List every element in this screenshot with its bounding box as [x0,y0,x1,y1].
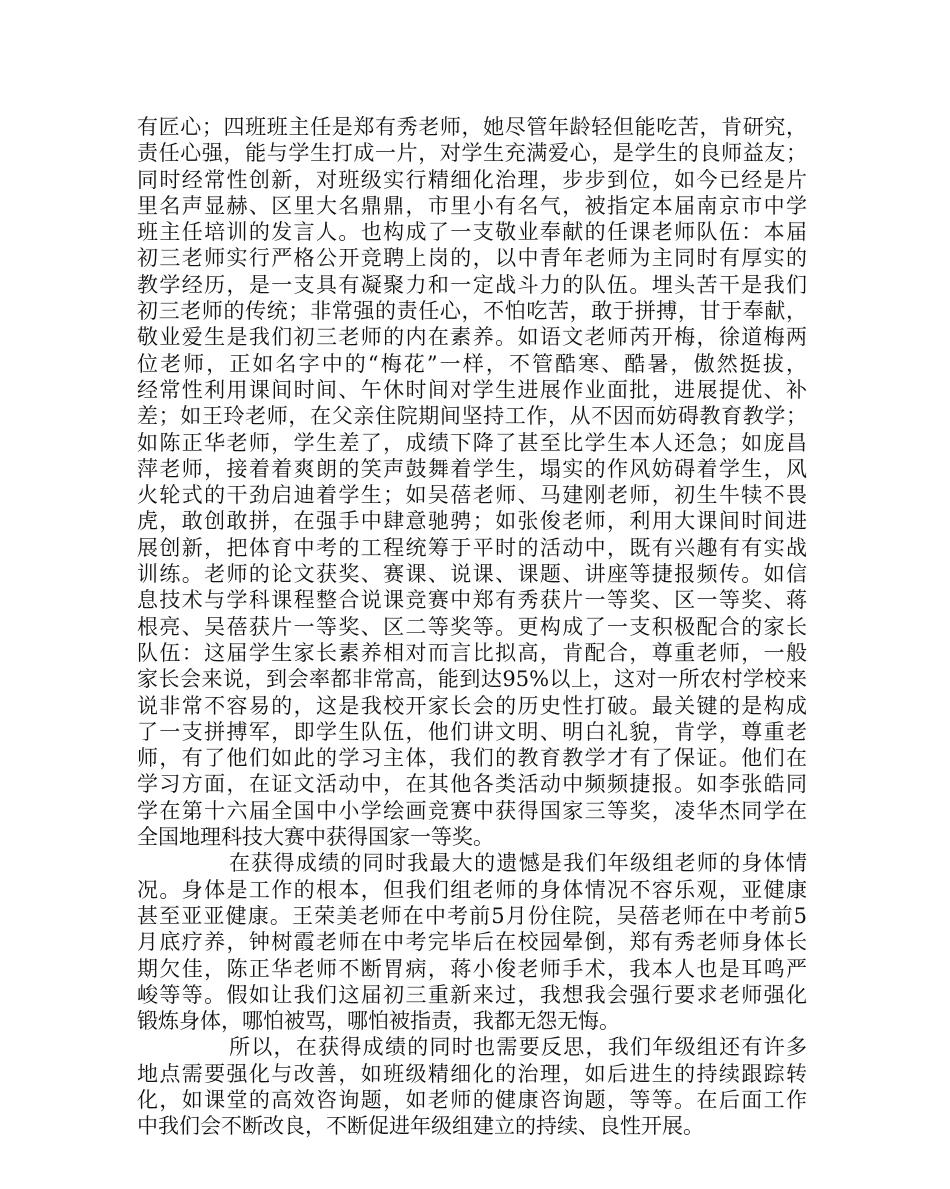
text-line: 息技术与学科课程整合说课竞赛中郑有秀获片一等奖、区一等奖、蒋 [137,588,807,613]
text-line: 如陈正华老师，学生差了，成绩下降了甚至比学生本人还急；如庞昌 [137,430,807,455]
text-line: 萍老师，接着着爽朗的笑声鼓舞着学生，塌实的作风妨碍着学生，风 [137,456,807,481]
text-line: 学在第十六届全国中小学绘画竞赛中获得国家三等奖，凌华杰同学在 [137,798,807,823]
text-line: 队伍：这届学生家长素养相对而言比拟高，肯配合，尊重老师，一般 [137,640,807,665]
text-line: 展创新，把体育中考的工程统筹于平时的活动中，既有兴趣有有实战 [137,535,807,560]
text-line: 峻等等。假如让我们这届初三重新来过，我想我会强行要求老师强化 [137,982,807,1007]
text-line: 差；如王玲老师，在父亲住院期间坚持工作，从不因而妨碍教育教学； [137,404,807,429]
text-line: 初三老师实行严格公开竞聘上岗的，以中青年老师为主同时有厚实的 [137,246,807,271]
text-line: 初三老师的传统；非常强的责任心，不怕吃苦，敢于拼搏，甘于奉献， [137,299,807,324]
text-line: 有匠心；四班班主任是郑有秀老师，她尽管年龄轻但能吃苦，肯研究， [137,115,807,139]
text-line: 训练。老师的论文获奖、赛课、说课、课题、讲座等捷报频传。如信 [137,562,807,587]
text-line: 班主任培训的发言人。也构成了一支敬业奉献的任课老师队伍：本届 [137,220,807,245]
text-line: 虎，敢创敢拼，在强手中肆意驰骋；如张俊老师，利用大课间时间进 [137,509,807,534]
text-line: 锻炼身体，哪怕被骂，哪怕被指责，我都无怨无悔。 [137,1009,620,1034]
text-line: 月底疗养，钟树霞老师在中考完毕后在校园晕倒，郑有秀老师身体长 [137,930,807,955]
text-line: 在获得成绩的同时我最大的遗憾是我们年级组老师的身体情 [229,851,807,876]
text-line: 经常性利用课间时间、午休时间对学生进展作业面批，进展提优、补 [137,377,807,402]
text-line: 教学经历，是一支具有凝聚力和一定战斗力的队伍。埋头苦干是我们 [137,272,807,297]
text-line: 地点需要强化与改善，如班级精细化的治理，如后进生的持续跟踪转 [137,1061,807,1086]
text-line: 说非常不容易的，这是我校开家长会的历史性打破。最关键的是构成 [137,693,807,718]
text-line: 中我们会不断改良，不断促进年级组建立的持续、良性开展。 [137,1114,704,1139]
text-line: 所以，在获得成绩的同时也需要反思，我们年级组还有许多 [229,1035,807,1060]
text-line: 化，如课堂的高效咨询题，如老师的健康咨询题，等等。在后面工作 [137,1087,807,1112]
text-line: 敬业爱生是我们初三老师的内在素养。如语文老师芮开梅，徐道梅两 [137,325,807,350]
text-line: 全国地理科技大赛中获得国家一等奖。 [137,825,494,850]
text-line: 责任心强，能与学生打成一片，对学生充满爱心，是学生的良师益友； [137,141,807,166]
text-line: 了一支拼搏军，即学生队伍，他们讲文明、明白礼貌，肯学，尊重老 [137,719,807,744]
text-line: 甚至亚亚健康。王荣美老师在中考前5月份住院，吴蓓老师在中考前5 [137,903,807,928]
text-line: 学习方面，在证文活动中，在其他各类活动中频频捷报。如李张皓同 [137,772,807,797]
text-line: 况。身体是工作的根本，但我们组老师的身体情况不容乐观，亚健康 [137,877,807,902]
paragraph [137,1034,807,1139]
text-line: 里名声显赫、区里大名鼎鼎，市里小有名气，被指定本届南京市中学 [137,193,807,218]
paragraph [137,114,807,850]
text-line: 火轮式的干劲启迪着学生；如吴蓓老师、马建刚老师，初生牛犊不畏 [137,483,807,508]
paragraph [137,850,807,1034]
text-line: 期欠佳，陈正华老师不断胃病，蒋小俊老师手术，我本人也是耳鸣严 [137,956,807,981]
document-body [137,114,807,1140]
text-line: 位老师，正如名字中的“梅花”一样，不管酷寒、酷暑，傲然挺拔， [137,351,807,376]
text-line: 师，有了他们如此的学习主体，我们的教育教学才有了保证。他们在 [137,746,807,771]
text-line: 家长会来说，到会率都非常高，能到达95%以上，这对一所农村学校来 [137,667,807,692]
text-line: 同时经常性创新，对班级实行精细化治理，步步到位，如今已经是片 [137,167,807,192]
text-line: 根亮、吴蓓获片一等奖、区二等奖等。更构成了一支积极配合的家长 [137,614,807,639]
